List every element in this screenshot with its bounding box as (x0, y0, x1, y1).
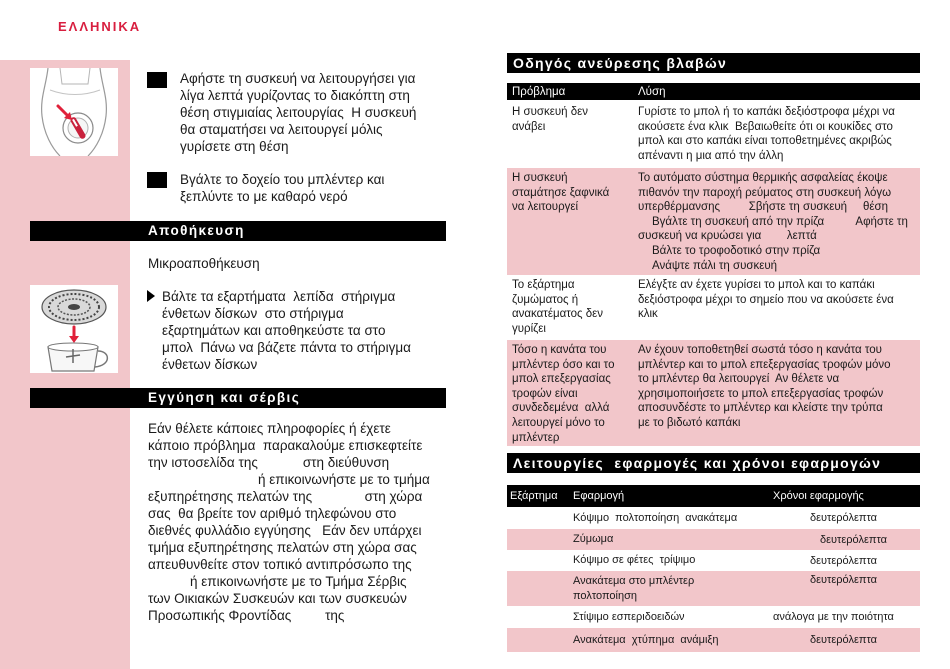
solution-line: συσκευή να κρυώσει για λεπτά (638, 230, 817, 243)
problem-line: ανακατέματος δεν (512, 308, 604, 321)
time-cell: δευτερόλεπτα (810, 512, 877, 524)
problem-line: Το εξάρτημα (512, 279, 575, 291)
solution-line: Βγάλτε τη συσκευή από την πρίζα Αφήστε τη (652, 215, 908, 228)
solution-line: κλικ (638, 308, 658, 321)
column-header-solution: Λύση (638, 85, 666, 98)
application-line: Κόψιμο πολτοποίηση ανακάτεμα (573, 511, 738, 524)
warranty-text (148, 420, 430, 624)
application-cell (573, 532, 773, 547)
storage-line: ένθετων δίσκων (162, 357, 258, 372)
warranty-line: ή επικοινωνήστε με το Τμήμα Σέρβις (190, 574, 407, 589)
problem-line: Η συσκευή (512, 172, 568, 184)
problem-line: ζυμώματος ή (512, 293, 579, 306)
language-label: ΕΛΛΗΝΙΚΑ (58, 19, 142, 34)
storage-line: μπολ Πάνω να βάζετε πάντα το στήριγμα (162, 340, 411, 355)
warranty-heading: Εγγύηση και σέρβις (30, 388, 446, 408)
step-1-text (180, 70, 416, 155)
warranty-line: την ιστοσελίδα της στη διεύθυνση (148, 455, 390, 470)
storage-line: εξαρτημάτων και αποθηκεύστε τα στο (162, 323, 386, 338)
warranty-line: των Οικιακών Συσκευών και των συσκευών (148, 591, 407, 606)
problem-line: λειτουργεί μόνο το (512, 416, 605, 429)
problem-line: μπλέντερ όσο και το (512, 358, 615, 371)
blender-dial-illustration (30, 68, 118, 156)
table-row (507, 628, 920, 652)
time-cell: δευτερόλεπτα (820, 533, 887, 546)
time-cell: δευτερόλεπτα (810, 554, 877, 567)
table-row (507, 571, 920, 606)
storage-heading: Αποθήκευση (30, 221, 446, 241)
table-row (507, 550, 920, 571)
warranty-line: εξυπηρέτησης πελατών της στη χώρα (148, 489, 423, 504)
problem-line: μπολ επεξεργασίας (512, 373, 611, 386)
table-row (507, 275, 920, 340)
table-row (507, 507, 920, 529)
solution-line: Βάλτε το τροφοδοτικό στην πρίζα (652, 244, 821, 257)
black-square-icon (147, 72, 167, 88)
table-row (507, 340, 920, 446)
application-line: Κόψιμο σε φέτες τρίψιμο (573, 554, 696, 566)
solution-cell (638, 343, 920, 446)
step-1-line: λίγα λεπτά γυρίζοντας το διακόπτη στη (180, 88, 410, 103)
solution-line: πιθανόν την παροχή ρεύματος στη συσκευή λόγω (638, 186, 892, 199)
application-line: Ανακάτεμα στο μπλέντερ (573, 574, 695, 587)
solution-line: με το βιδωτό καπάκι (638, 416, 741, 429)
solution-line: μπλέντερ και το μπολ επεξεργασίας τροφών μόνο (638, 358, 891, 371)
solution-line: Ανάψτε πάλι τη συσκευή (652, 259, 778, 272)
step-1-line: θέση στιγμιαίας λειτουργίας Η συσκευή (180, 105, 417, 120)
table-header (507, 485, 920, 507)
warranty-line: διεθνές φυλλάδιο εγγύησης Εάν δεν υπάρχει (148, 523, 422, 538)
solution-line: ακούσετε ένα κλικ Βεβαιωθείτε ότι οι κουκίδες στο (638, 120, 893, 133)
application-cell (573, 553, 773, 568)
solution-line: Το αυτόματο σύστημα θερμικής ασφαλείας έκοψε (638, 172, 888, 184)
solution-cell (638, 278, 920, 340)
solution-line: Ελέγξτε αν έχετε γυρίσει το μπολ και το καπάκι (638, 279, 875, 291)
step-1-line: θα σταματήσει να λειτουργεί μόλις (180, 122, 383, 137)
problem-line: συνδεδεμένα αλλά (512, 402, 610, 415)
functions-heading: Λειτουργίες εφαρμογές και χρόνοι εφαρμογών (507, 453, 920, 473)
solution-line: αποσυνδέστε το μπλέντερ και κλείστε την τρύπα (638, 402, 883, 415)
triangle-bullet-icon (147, 290, 155, 302)
table-row (507, 168, 920, 275)
troubleshooting-heading: Οδηγός ανεύρεσης βλαβών (507, 53, 920, 73)
solution-line: απέναντι η μια από την άλλη (638, 149, 784, 162)
column-header-accessory: Εξάρτημα (510, 490, 558, 502)
warranty-line: απευθυνθείτε στον τοπικό αντιπρόσωπο της (148, 557, 412, 572)
problem-cell (507, 105, 638, 168)
problem-line: ανάβει (512, 120, 546, 133)
step-1-line: γυρίσετε στη θέση (180, 139, 289, 154)
warranty-line: Προσωπικής Φροντίδας της (148, 608, 345, 623)
application-line: Ανακάτεμα χτύπημα ανάμιξη (573, 633, 719, 646)
table-row (507, 529, 920, 550)
problem-cell (507, 278, 638, 340)
table-header (507, 83, 920, 100)
application-cell (573, 633, 773, 648)
warranty-line: ή επικοινωνήστε με το τμήμα (258, 472, 430, 487)
black-square-icon (147, 172, 167, 188)
table-row (507, 606, 920, 628)
problem-line: Η συσκευή δεν (512, 106, 589, 118)
problem-line: σταμάτησε ξαφνικά (512, 186, 610, 199)
column-header-time: Χρόνοι εφαρμογής (773, 490, 864, 502)
storage-subheading: Μικροαποθήκευση (148, 256, 260, 271)
column-header-problem: Πρόβλημα (512, 85, 566, 98)
time-cell: ανάλογα με την ποιότητα (773, 611, 894, 623)
time-cell: δευτερόλεπτα (810, 634, 877, 646)
problem-cell (507, 171, 638, 275)
storage-step-text (162, 288, 411, 373)
solution-line: Γυρίστε το μπολ ή το καπάκι δεξιόστροφα μέχρι να (638, 106, 895, 118)
problem-line: τροφών είναι (512, 387, 578, 400)
solution-cell (638, 171, 920, 275)
application-cell (573, 610, 773, 625)
warranty-line: κάποιο πρόβλημα παρακαλούμε επισκεφτείτε (148, 438, 423, 453)
table-row (507, 102, 920, 168)
step-1-line: Αφήστε τη συσκευή να λειτουργήσει για (180, 71, 416, 86)
storage-line: Βάλτε τα εξαρτήματα λεπίδα στήριγμα (162, 289, 396, 304)
solution-line: υπερθέρμανσης Σβήστε τη συσκευή θέση (638, 201, 889, 214)
solution-line: Αν έχουν τοποθετηθεί σωστά τόσο η κανάτα του (638, 344, 882, 356)
troubleshooting-table (507, 83, 920, 446)
application-line: πολτοποίηση (573, 589, 638, 602)
application-cell (573, 511, 773, 526)
storage-subheading-block (148, 255, 260, 272)
step-2-text (180, 171, 384, 205)
step-2-line: Βγάλτε το δοχείο του μπλέντερ και (180, 172, 385, 187)
problem-line: να λειτουργεί (512, 201, 579, 214)
solution-line: το μπλέντερ θα λειτουργεί Αν θέλετε να (638, 373, 840, 386)
column-header-application: Εφαρμογή (573, 490, 625, 502)
storage-illustration (30, 285, 118, 373)
solution-line: χρησιμοποιήσετε το μπολ επεξεργασίας τροφών (638, 387, 884, 400)
problem-line: γυρίζει (512, 322, 546, 335)
storage-line: ένθετων δίσκων στο στήριγμα (162, 306, 344, 321)
application-line: Ζύμωμα (573, 533, 614, 545)
solution-line: μπολ και στο καπάκι είναι τοποθετημένες ακριβώς (638, 135, 892, 148)
warranty-line: τμήμα εξυπηρέτησης πελατών στη χώρα σας (148, 540, 417, 555)
solution-cell (638, 105, 920, 168)
application-cell (573, 574, 773, 604)
warranty-line: Εάν θέλετε κάποιες πληροφορίες ή έχετε (148, 421, 391, 436)
time-cell: δευτερόλεπτα (810, 574, 877, 586)
application-line: Στίψιμο εσπεριδοειδών (573, 610, 685, 623)
problem-cell (507, 343, 638, 446)
step-2-line: ξεπλύντε το με καθαρό νερό (180, 189, 348, 204)
solution-line: δεξιόστροφα μέχρι το σημείο που να ακούσετε ένα (638, 293, 894, 306)
functions-table (507, 485, 920, 652)
problem-line: Τόσο η κανάτα του (512, 344, 607, 356)
problem-line: μπλέντερ (512, 431, 560, 444)
warranty-line: σας θα βρείτε τον αριθμό τηλεφώνου στο (148, 506, 397, 521)
